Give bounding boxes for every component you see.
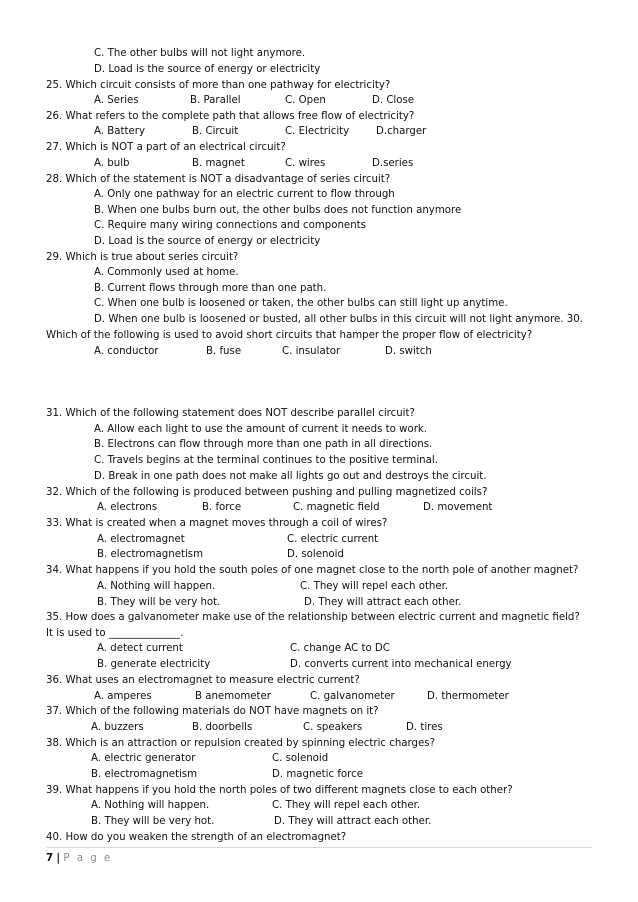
q24-option-d: D. Load is the source of energy or electricity xyxy=(94,64,321,75)
q25-option-d: D. Close xyxy=(372,95,415,106)
q27-option-c: C. wires xyxy=(285,158,326,169)
q28-option-a: A. Only one pathway for an electric current to flow through xyxy=(94,189,395,200)
q27-option-a: A. bulb xyxy=(94,158,130,169)
q26-option-c: C. Electricity xyxy=(285,126,350,137)
question-29: 29. Which is true about series circuit? xyxy=(46,252,239,263)
question-28: 28. Which of the statement is NOT a disadvantage of series circuit? xyxy=(46,174,391,185)
question-33: 33. What is created when a magnet moves through a coil of wires? xyxy=(46,518,388,529)
q32-option-c: C. magnetic field xyxy=(293,502,380,513)
q27-option-d: D.series xyxy=(372,158,414,169)
q28-option-d: D. Load is the source of energy or electricity xyxy=(94,236,321,247)
question-37: 37. Which of the following materials do NOT have magnets on it? xyxy=(46,706,379,717)
q36-option-c: C. galvanometer xyxy=(310,691,395,702)
q30-option-d: D. switch xyxy=(385,346,432,357)
q39-option-b: B. They will be very hot. xyxy=(91,816,215,827)
q39-option-a: A. Nothing will happen. xyxy=(91,800,210,811)
q26-option-d: D.charger xyxy=(376,126,427,137)
q34-option-c: C. They will repel each other. xyxy=(300,581,449,592)
q30-option-a: A. conductor xyxy=(94,346,159,357)
footer-divider xyxy=(46,847,592,848)
q29-option-d: D. When one bulb is loosened or busted, all other bulbs in this circuit will not light anymore. 30. xyxy=(94,314,583,325)
q32-option-a: A. electrons xyxy=(97,502,158,513)
q38-option-b: B. electromagnetism xyxy=(91,769,198,780)
q39-option-c: C. They will repel each other. xyxy=(272,800,421,811)
question-26: 26. What refers to the complete path that allows free flow of electricity? xyxy=(46,111,415,122)
question-35-continued: It is used to ______________. xyxy=(46,628,184,639)
q34-option-d: D. They will attract each other. xyxy=(304,597,462,608)
q25-option-a: A. Series xyxy=(94,95,139,106)
q25-option-c: C. Open xyxy=(285,95,326,106)
q31-option-c: C. Travels begins at the terminal continues to the positive terminal. xyxy=(94,455,438,466)
q38-option-a: A. electric generator xyxy=(91,753,196,764)
q27-option-b: B. magnet xyxy=(192,158,245,169)
q33-option-a: A. electromagnet xyxy=(97,534,185,545)
q37-option-a: A. buzzers xyxy=(91,722,144,733)
question-30: Which of the following is used to avoid short circuits that hamper the proper flow of electricity? xyxy=(46,330,533,341)
q33-option-b: B. electromagnetism xyxy=(97,549,204,560)
q33-option-c: C. electric current xyxy=(287,534,379,545)
q28-option-c: C. Require many wiring connections and components xyxy=(94,220,366,231)
q35-option-a: A. detect current xyxy=(97,643,183,654)
q37-option-d: D. tires xyxy=(406,722,443,733)
q37-option-b: B. doorbells xyxy=(192,722,253,733)
page-number: 7 xyxy=(46,853,54,864)
q35-option-c: C. change AC to DC xyxy=(290,643,390,654)
q36-option-a: A. amperes xyxy=(94,691,152,702)
q39-option-d: D. They will attract each other. xyxy=(274,816,432,827)
q34-option-b: B. They will be very hot. xyxy=(97,597,221,608)
page-footer xyxy=(46,853,112,864)
q32-option-d: D. movement xyxy=(423,502,493,513)
q29-option-a: A. Commonly used at home. xyxy=(94,267,239,278)
q36-option-d: D. thermometer xyxy=(427,691,509,702)
q33-option-d: D. solenoid xyxy=(287,549,344,560)
question-31: 31. Which of the following statement does NOT describe parallel circuit? xyxy=(46,408,415,419)
question-35: 35. How does a galvanometer make use of the relationship between electric current and magnetic field? xyxy=(46,612,580,623)
q31-option-b: B. Electrons can flow through more than one path in all directions. xyxy=(94,439,433,450)
q30-option-b: B. fuse xyxy=(206,346,242,357)
question-34: 34. What happens if you hold the south poles of one magnet close to the north pole of another magnet? xyxy=(46,565,579,576)
q37-option-c: C. speakers xyxy=(303,722,363,733)
question-38: 38. Which is an attraction or repulsion created by spinning electric charges? xyxy=(46,738,436,749)
q24-option-c: C. The other bulbs will not light anymore. xyxy=(94,48,306,59)
question-36: 36. What uses an electromagnet to measure electric current? xyxy=(46,675,360,686)
q35-option-b: B. generate electricity xyxy=(97,659,211,670)
question-39: 39. What happens if you hold the north poles of two different magnets close to each other? xyxy=(46,785,513,796)
page-label: P a g e xyxy=(63,853,113,864)
q36-option-b: B anemometer xyxy=(195,691,271,702)
q30-option-c: C. insulator xyxy=(282,346,341,357)
question-32: 32. Which of the following is produced between pushing and pulling magnetized coils? xyxy=(46,487,488,498)
q34-option-a: A. Nothing will happen. xyxy=(97,581,216,592)
footer-separator: | xyxy=(56,853,61,864)
q31-option-d: D. Break in one path does not make all lights go out and destroys the circuit. xyxy=(94,471,487,482)
q38-option-c: C. solenoid xyxy=(272,753,329,764)
q25-option-b: B. Parallel xyxy=(190,95,241,106)
q31-option-a: A. Allow each light to use the amount of current it needs to work. xyxy=(94,424,428,435)
q26-option-b: B. Circuit xyxy=(192,126,239,137)
q32-option-b: B. force xyxy=(202,502,242,513)
q29-option-b: B. Current flows through more than one path. xyxy=(94,283,327,294)
q28-option-b: B. When one bulbs burn out, the other bulbs does not function anymore xyxy=(94,205,462,216)
q35-option-d: D. converts current into mechanical energy xyxy=(290,659,512,670)
q29-option-c: C. When one bulb is loosened or taken, the other bulbs can still light up anytime. xyxy=(94,298,508,309)
question-40: 40. How do you weaken the strength of an electromagnet? xyxy=(46,832,347,843)
question-25: 25. Which circuit consists of more than one pathway for electricity? xyxy=(46,80,391,91)
q38-option-d: D. magnetic force xyxy=(272,769,363,780)
question-27: 27. Which is NOT a part of an electrical circuit? xyxy=(46,142,286,153)
q26-option-a: A. Battery xyxy=(94,126,145,137)
